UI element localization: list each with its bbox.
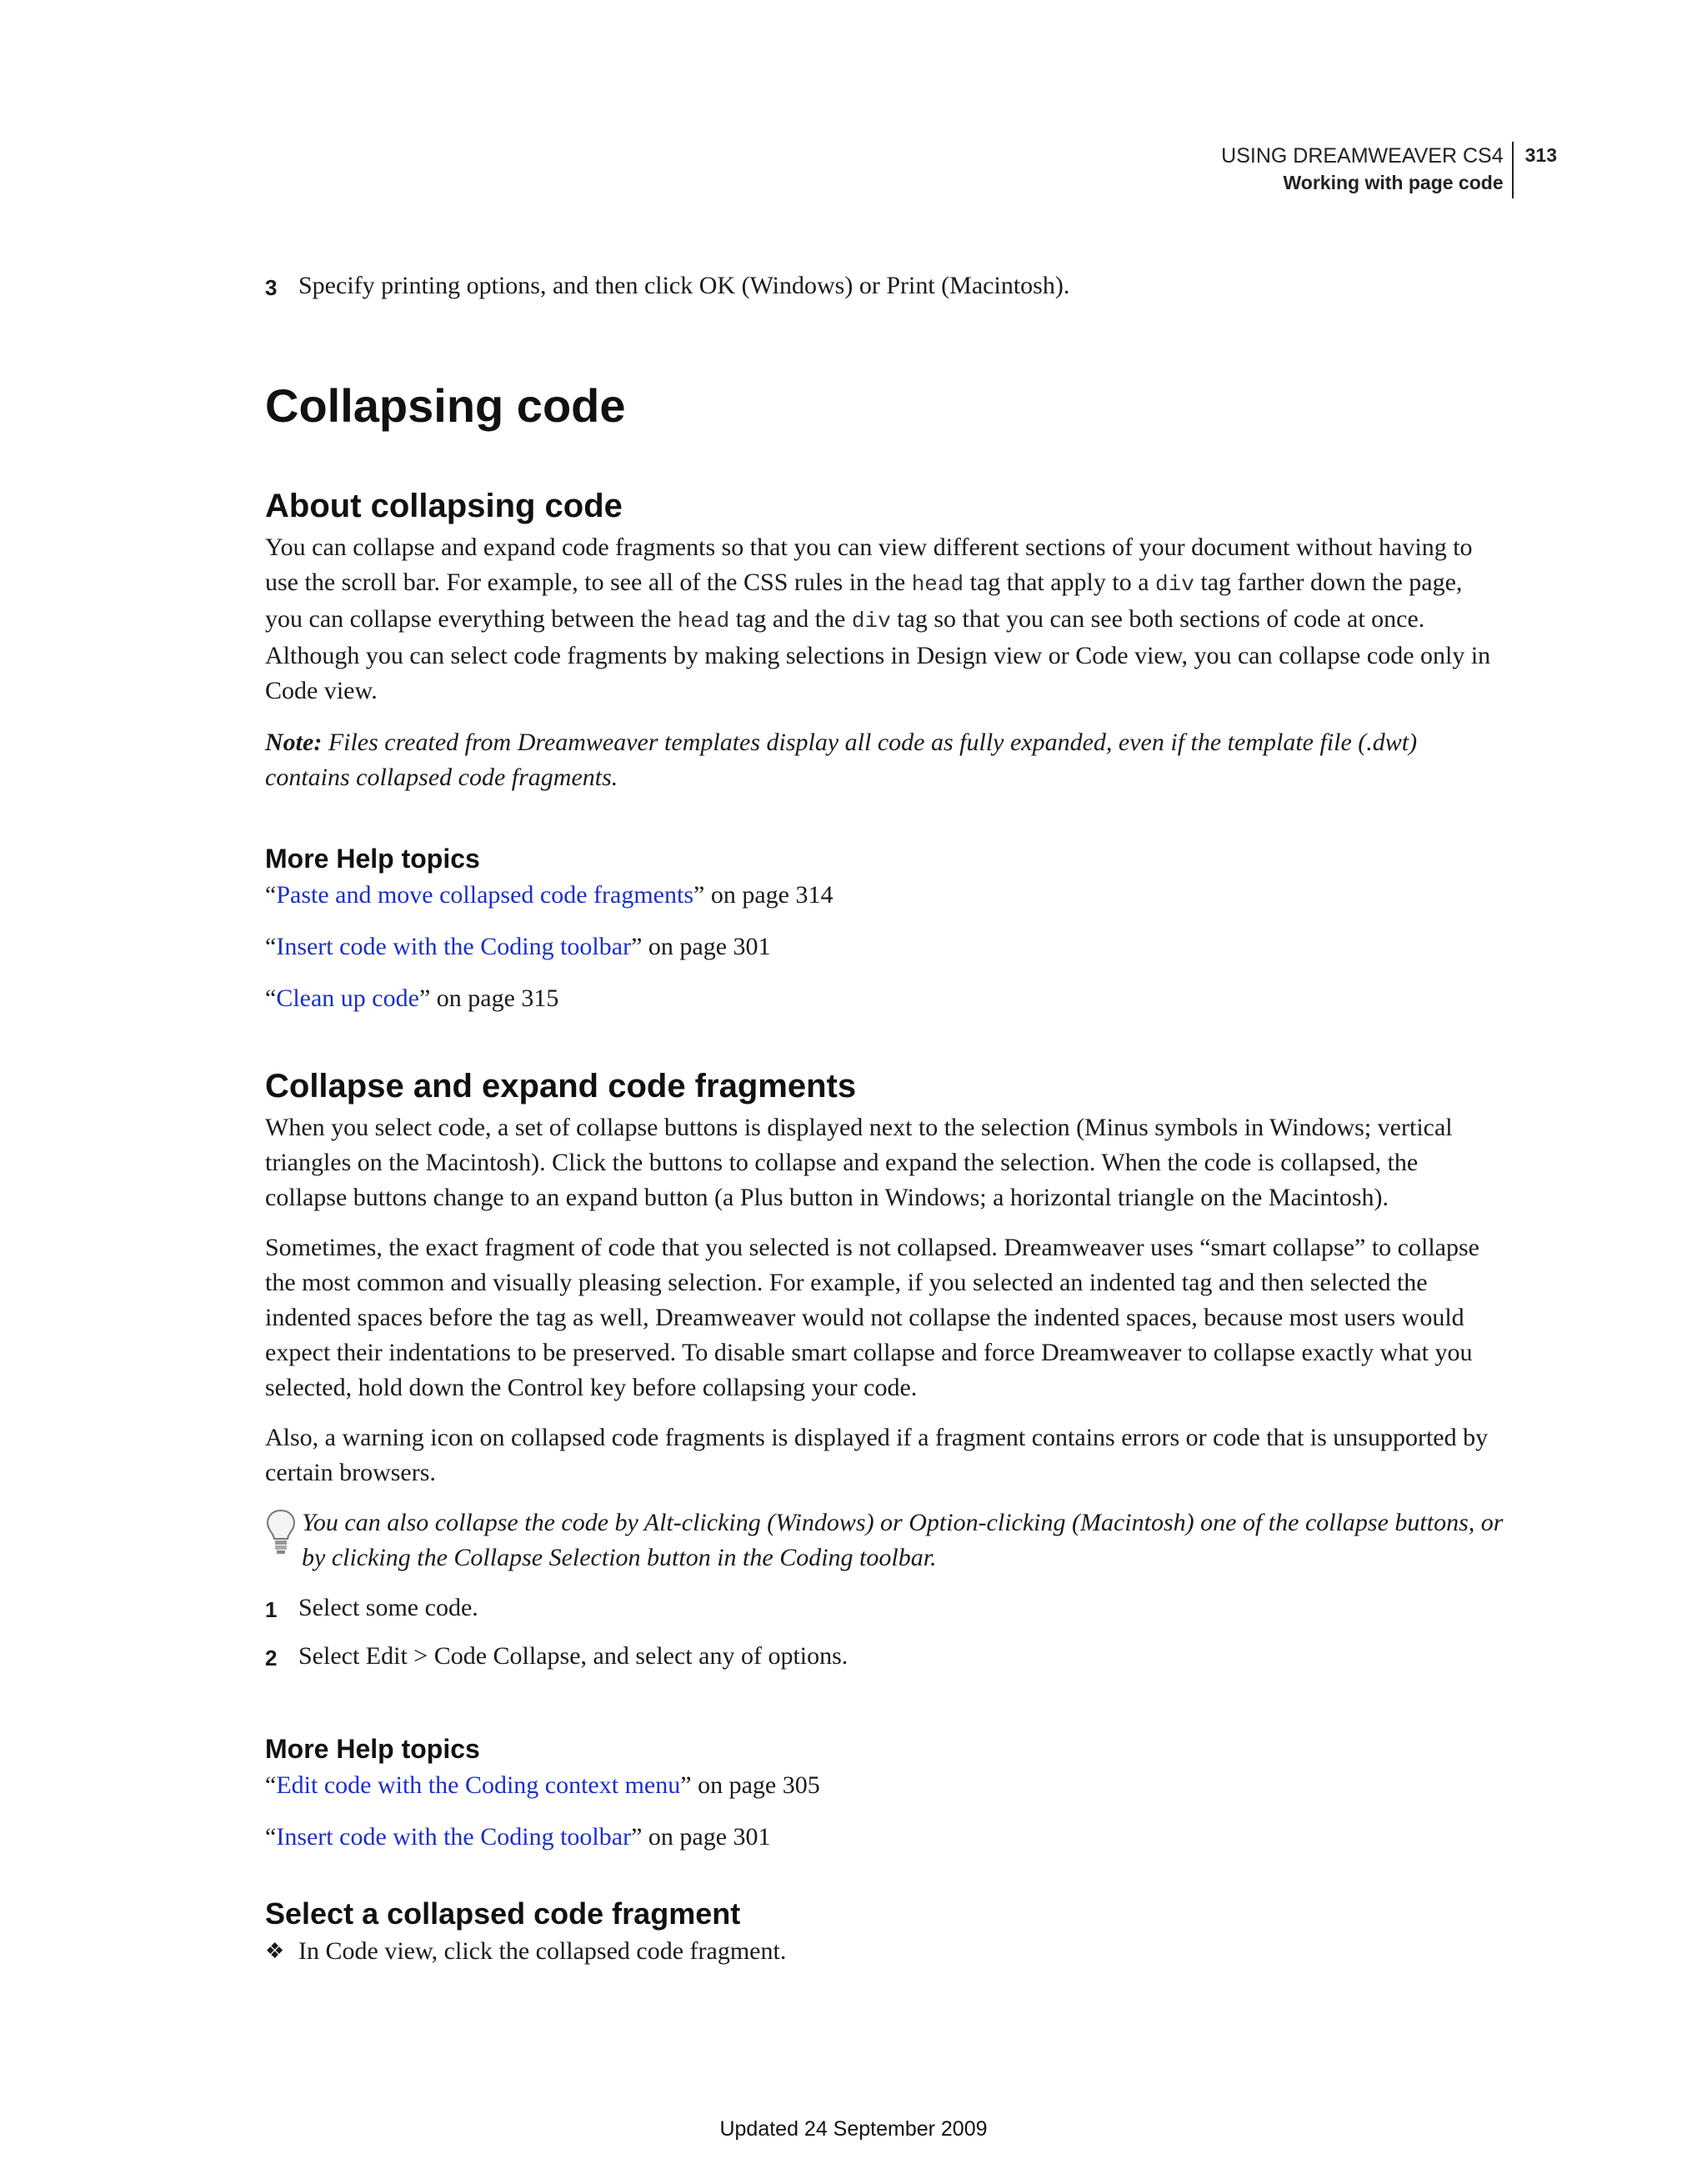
code-head: head bbox=[677, 609, 730, 634]
page-number: 313 bbox=[1524, 144, 1557, 166]
step-number: 3 bbox=[265, 275, 278, 300]
intro-step bbox=[265, 268, 1504, 305]
link-suffix: ” on page 301 bbox=[631, 933, 771, 960]
note-paragraph bbox=[265, 725, 1504, 795]
help-link[interactable]: Insert code with the Coding toolbar bbox=[276, 933, 632, 960]
help-topics-heading: More Help topics bbox=[265, 1734, 480, 1764]
link-suffix: ” on page 301 bbox=[631, 1823, 771, 1851]
note-text: Files created from Dreamweaver templates display all code as fully expanded, even if the template file (.dwt) contains collapsed code fragments. bbox=[265, 729, 1418, 791]
help-link-line: “Insert code with the Coding toolbar” on page 301 bbox=[265, 933, 771, 960]
collapse-paragraph-2: Sometimes, the exact fragment of code that you selected is not collapsed. Dreamweaver uses “smart collapse” to collapse the most common and visually pleasing selection. For example, if you selected an indented tag and then selected the indented spaces before the tag as well, Dreamweaver would not collapse the indented spaces, because most users would expect their indentations to be preserved. To disable smart collapse and force Dreamweaver to collapse exactly what you selected, hold down the Control key before collapsing your code. bbox=[265, 1234, 1479, 1401]
select-fragment-heading: Select a collapsed code fragment bbox=[265, 1896, 741, 1931]
document-title: USING DREAMWEAVER CS4 bbox=[1221, 144, 1504, 168]
help-link[interactable]: Clean up code bbox=[276, 984, 419, 1012]
code-div: div bbox=[1155, 572, 1194, 597]
code-head: head bbox=[911, 572, 964, 597]
help-link[interactable]: Insert code with the Coding toolbar bbox=[276, 1823, 632, 1851]
bullet-item bbox=[265, 1934, 1504, 1969]
help-link-line: “Insert code with the Coding toolbar” on page 301 bbox=[265, 1823, 771, 1851]
text-run: tag farther down the page, you can collapse everything between the bbox=[265, 569, 1463, 633]
about-heading: About collapsing code bbox=[265, 488, 623, 524]
running-header bbox=[1221, 142, 1557, 198]
about-section bbox=[265, 483, 1504, 795]
step-text: Specify printing options, and then click OK (Windows) or Print (Macintosh). bbox=[298, 272, 1070, 299]
collapse-paragraph-1: When you select code, a set of collapse buttons is displayed next to the selection (Minus symbols in Windows; vertical triangles on the Macintosh). Click the buttons to collapse and expand the selection. When the code is collapsed, the collapse buttons change to an expand button (a Plus button in Windows; a horizontal triangle on the Macintosh). bbox=[265, 1114, 1453, 1211]
section-title-block bbox=[265, 377, 1504, 435]
text-run: tag and the bbox=[729, 605, 852, 633]
text-run: tag that apply to a bbox=[964, 569, 1156, 596]
text-run: You can collapse and expand code fragments so that you can view different sections of your document without having to use the scroll bar. For example, to see all of the CSS rules in the bbox=[265, 533, 1473, 596]
page-footer: Updated 24 September 2009 bbox=[719, 2117, 988, 2141]
step-item bbox=[265, 1590, 1504, 1627]
collapse-expand-heading: Collapse and expand code fragments bbox=[265, 1068, 857, 1105]
bullet-text: In Code view, click the collapsed code fragment. bbox=[298, 1937, 787, 1965]
step-text: Select some code. bbox=[298, 1594, 478, 1621]
help-link-line: “Clean up code” on page 315 bbox=[265, 984, 559, 1012]
running-header-text bbox=[1221, 142, 1513, 198]
tip-block bbox=[265, 1505, 1504, 1575]
help-link[interactable]: Paste and move collapsed code fragments bbox=[276, 881, 693, 909]
section-title: Collapsing code bbox=[265, 379, 626, 432]
help-link-line: “Edit code with the Coding context menu” on page 305 bbox=[265, 1771, 820, 1799]
link-suffix: ” on page 315 bbox=[418, 984, 559, 1012]
help-link-line: “Paste and move collapsed code fragments” on page 314 bbox=[265, 881, 833, 909]
tip-text: You can also collapse the code by Alt-clicking (Windows) or Option-clicking (Macintosh) one of the collapse buttons, or by clicking the Collapse Selection button in the Coding toolbar. bbox=[302, 1509, 1504, 1571]
step-text: Select Edit > Code Collapse, and select any of options. bbox=[298, 1642, 848, 1670]
collapse-paragraph-3: Also, a warning icon on collapsed code fragments is displayed if a fragment contains errors or code that is unsupported by certain browsers. bbox=[265, 1424, 1489, 1486]
chapter-title: Working with page code bbox=[1283, 172, 1504, 193]
help-topics-heading: More Help topics bbox=[265, 844, 480, 874]
select-fragment-section bbox=[265, 1894, 1504, 1969]
link-suffix: ” on page 314 bbox=[693, 881, 833, 909]
note-label: Note: bbox=[265, 729, 323, 756]
step-item bbox=[265, 1639, 1504, 1676]
collapse-expand-section bbox=[265, 1064, 1504, 1676]
help-topics-1 bbox=[265, 839, 1504, 1016]
about-paragraph bbox=[265, 530, 1504, 709]
step-number: 2 bbox=[265, 1646, 278, 1671]
lightbulb-icon bbox=[265, 1505, 302, 1561]
code-div: div bbox=[851, 609, 891, 634]
link-suffix: ” on page 305 bbox=[680, 1771, 820, 1799]
diamond-bullet-icon: ❖ bbox=[265, 1939, 285, 1963]
help-link[interactable]: Edit code with the Coding context menu bbox=[276, 1771, 681, 1799]
step-number: 1 bbox=[265, 1597, 278, 1622]
text-run: tag so that you can see both sections of code at once. Although you can select code fragments by making selections in Design view or Code view, you can collapse code only in Code view. bbox=[265, 605, 1491, 704]
help-topics-2 bbox=[265, 1730, 1504, 1855]
